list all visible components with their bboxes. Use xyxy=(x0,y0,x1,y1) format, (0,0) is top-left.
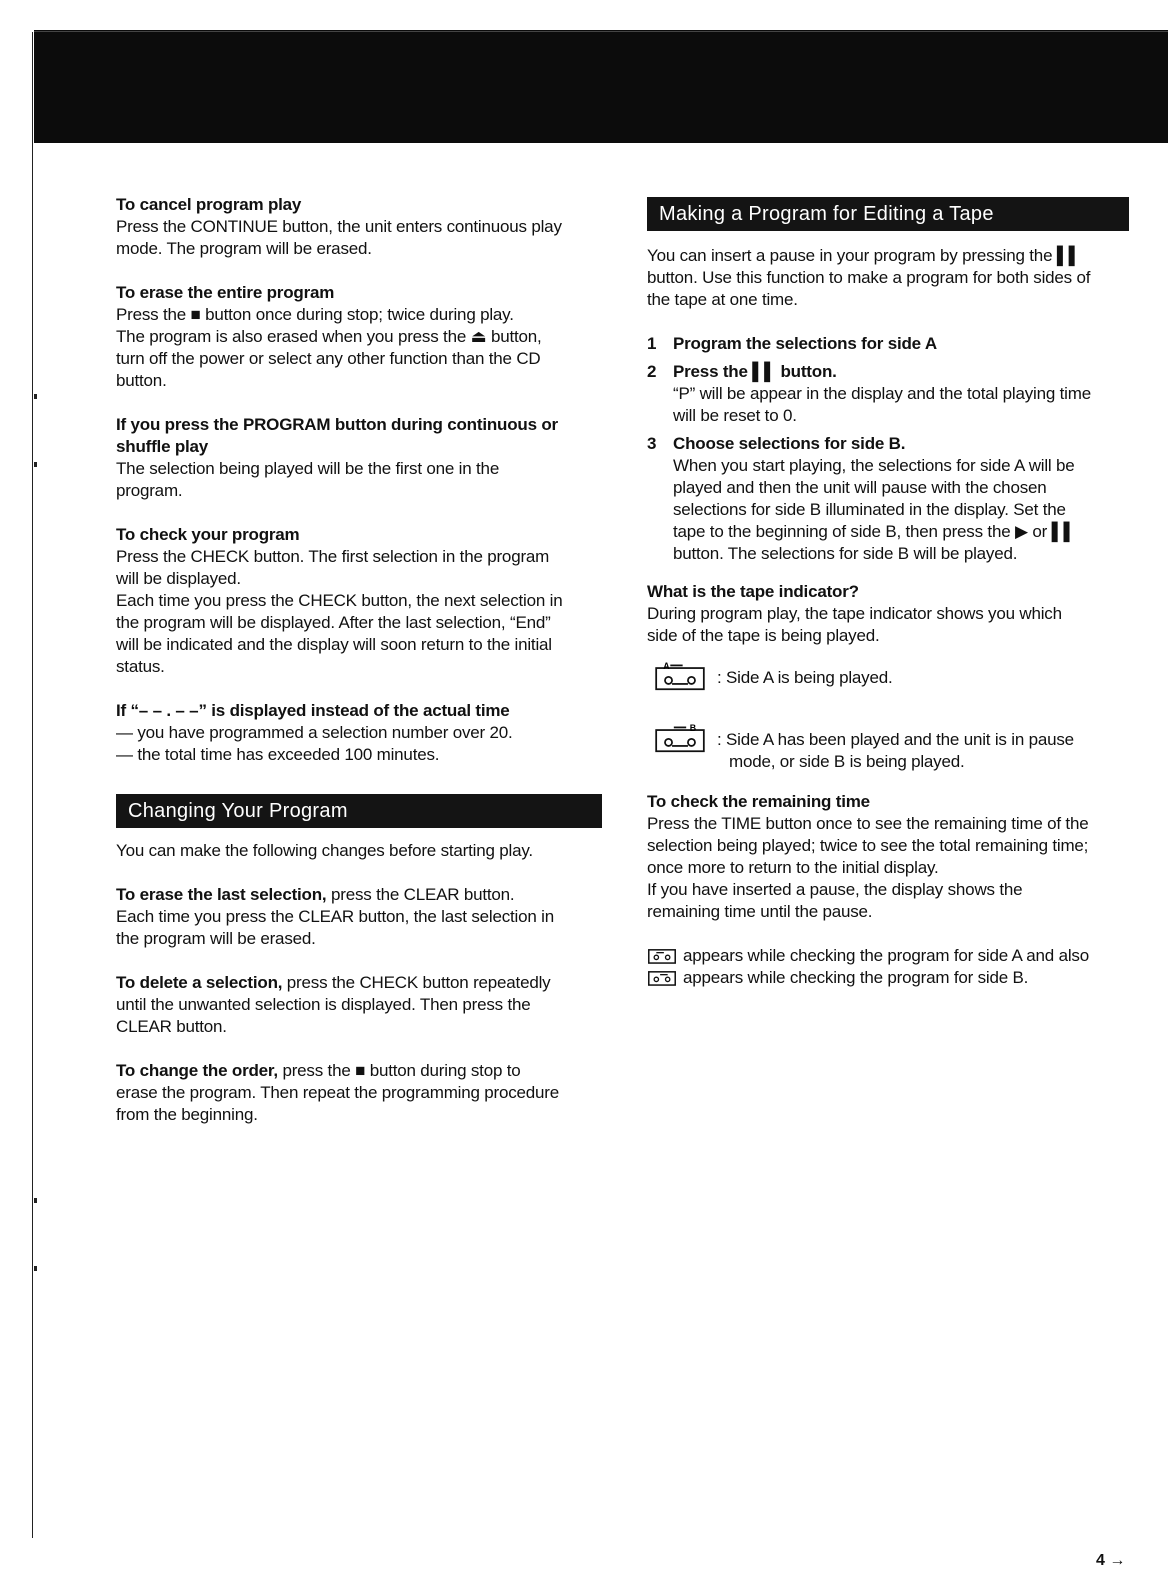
side-a-description: : Side A is being played. xyxy=(717,668,893,687)
text-line: will be indicated and the display will soon return to the initial xyxy=(116,635,552,654)
text-line: If you have inserted a pause, the display shows the xyxy=(647,880,1023,899)
changing-intro xyxy=(116,840,606,862)
header-band xyxy=(34,30,1168,143)
section-appears xyxy=(647,945,1133,989)
inline-heading: To delete a selection, xyxy=(116,973,283,992)
text-line: — you have programmed a selection number over 20. xyxy=(116,723,513,742)
step-number: 3 xyxy=(647,434,657,453)
side-label: A xyxy=(663,661,670,671)
step-item xyxy=(647,433,1133,565)
step-number: 1 xyxy=(647,334,657,353)
text-line: You can make the following changes before starting play. xyxy=(116,841,533,860)
text-line xyxy=(116,972,606,994)
steps-list xyxy=(647,333,1133,565)
text-line: program. xyxy=(116,481,183,500)
section-heading: To erase the entire program xyxy=(116,283,335,302)
step-title: Press the ▌▌ button. xyxy=(673,362,837,381)
cassette-side-a-icon xyxy=(651,661,709,691)
inline-text: press the ■ button during stop to xyxy=(277,1061,521,1080)
left-column xyxy=(116,194,606,1148)
top-rule xyxy=(34,31,1168,32)
text-line: the tape at one time. xyxy=(647,290,798,309)
margin-mark xyxy=(34,394,37,399)
text-line: When you start playing, the selections for side A will be xyxy=(673,456,1075,475)
step-title: Program the selections for side A xyxy=(673,334,937,353)
tape-indicator-side-a xyxy=(651,661,1133,691)
text-line xyxy=(116,1060,606,1082)
text-line: Each time you press the CHECK button, the next selection in xyxy=(116,591,563,610)
left-margin-rule xyxy=(32,32,33,1538)
inline-heading: To change the order, xyxy=(116,1061,278,1080)
section-heading: If “– – . – –” is displayed instead of the actual time xyxy=(116,701,510,720)
text-line: CLEAR button. xyxy=(116,1017,227,1036)
text-line: status. xyxy=(116,657,165,676)
text-line: selection being played; twice to see the total remaining time; xyxy=(647,836,1089,855)
margin-mark xyxy=(34,1198,37,1203)
section-remaining-time xyxy=(647,791,1133,923)
page-number: 4 → xyxy=(1096,1552,1126,1569)
text-line xyxy=(647,967,1133,989)
section-heading: shuffle play xyxy=(116,437,209,456)
step-number: 2 xyxy=(647,362,657,381)
text-line: mode. The program will be erased. xyxy=(116,239,372,258)
right-column xyxy=(647,197,1133,1011)
text-line: “P” will be appear in the display and the total playing time xyxy=(673,384,1091,403)
editing-intro xyxy=(647,245,1133,311)
section-check-program xyxy=(116,524,606,678)
section-heading: If you press the PROGRAM button during continuous or xyxy=(116,415,558,434)
side-b-description: : Side A has been played and the unit is in pause xyxy=(717,730,1074,749)
text-line: will be reset to 0. xyxy=(673,406,797,425)
section-heading: What is the tape indicator? xyxy=(647,582,859,601)
text-line: Press the CONTINUE button, the unit enters continuous play xyxy=(116,217,562,236)
text-line: button. The selections for side B will be played. xyxy=(673,544,1018,563)
section-delete-selection xyxy=(116,972,606,1038)
text-line: remaining time until the pause. xyxy=(647,902,873,921)
text-line: The selection being played will be the first one in the xyxy=(116,459,500,478)
section-change-order xyxy=(116,1060,606,1126)
text-line: side of the tape is being played. xyxy=(647,626,880,645)
text-line: button. xyxy=(116,371,167,390)
side-b-description: mode, or side B is being played. xyxy=(729,752,965,771)
inline-text: press the CHECK button repeatedly xyxy=(282,973,551,992)
text-line: You can insert a pause in your program by pressing the ▌▌ xyxy=(647,246,1081,265)
text-line: Press the TIME button once to see the remaining time of the xyxy=(647,814,1089,833)
text-line: The program is also erased when you press the ⏏ button, xyxy=(116,327,542,346)
side-label: B xyxy=(689,723,696,733)
text-line: until the unwanted selection is displayed. Then press the xyxy=(116,995,531,1014)
text-line: Press the CHECK button. The first selection in the program xyxy=(116,547,550,566)
text-line: During program play, the tape indicator shows you which xyxy=(647,604,1062,623)
appears-side-a-text: appears while checking the program for side A and also xyxy=(683,946,1089,965)
margin-mark xyxy=(34,462,37,467)
text-line: the program will be erased. xyxy=(116,929,316,948)
text-line: will be displayed. xyxy=(116,569,241,588)
cassette-side-a-icon xyxy=(647,947,677,964)
text-line xyxy=(116,884,606,906)
appears-side-b-text: appears while checking the program for side B. xyxy=(683,968,1029,987)
section-heading: To check your program xyxy=(116,525,300,544)
text-line: the program will be displayed. After the last selection, “End” xyxy=(116,613,551,632)
text-line: played and then the unit will pause with the chosen xyxy=(673,478,1047,497)
text-line: Press the ■ button once during stop; twice during play. xyxy=(116,305,514,324)
inline-text: press the CLEAR button. xyxy=(326,885,515,904)
text-line: erase the program. Then repeat the programming procedure xyxy=(116,1083,560,1102)
section-displayed-instead xyxy=(116,700,606,766)
section-heading: To cancel program play xyxy=(116,195,302,214)
text-line: Each time you press the CLEAR button, the last selection in xyxy=(116,907,554,926)
section-title-changing-program: Changing Your Program xyxy=(116,794,602,828)
section-title-editing-tape: Making a Program for Editing a Tape xyxy=(647,197,1129,231)
margin-mark xyxy=(34,1266,37,1271)
cassette-side-b-icon xyxy=(647,969,677,986)
step-item xyxy=(647,361,1133,427)
section-cancel-program xyxy=(116,194,606,260)
text-line: button. Use this function to make a program for both sides of xyxy=(647,268,1091,287)
section-heading: To check the remaining time xyxy=(647,792,870,811)
inline-heading: To erase the last selection, xyxy=(116,885,327,904)
cassette-side-b-icon xyxy=(651,723,709,753)
text-line: once more to return to the initial display. xyxy=(647,858,939,877)
text-line: turn off the power or select any other function than the CD xyxy=(116,349,541,368)
step-title: Choose selections for side B. xyxy=(673,434,906,453)
text-line: — the total time has exceeded 100 minutes. xyxy=(116,745,440,764)
text-line: from the beginning. xyxy=(116,1105,258,1124)
step-item xyxy=(647,333,1133,355)
section-erase-entire xyxy=(116,282,606,392)
section-press-program xyxy=(116,414,606,502)
section-tape-indicator xyxy=(647,581,1133,647)
tape-indicator-side-b xyxy=(651,723,1133,773)
text-line: tape to the beginning of side B, then press the ▶ or ▌▌ xyxy=(673,522,1076,541)
text-line: selections for side B illuminated in the display. Set the xyxy=(673,500,1066,519)
text-line xyxy=(647,945,1133,967)
section-erase-last xyxy=(116,884,606,950)
